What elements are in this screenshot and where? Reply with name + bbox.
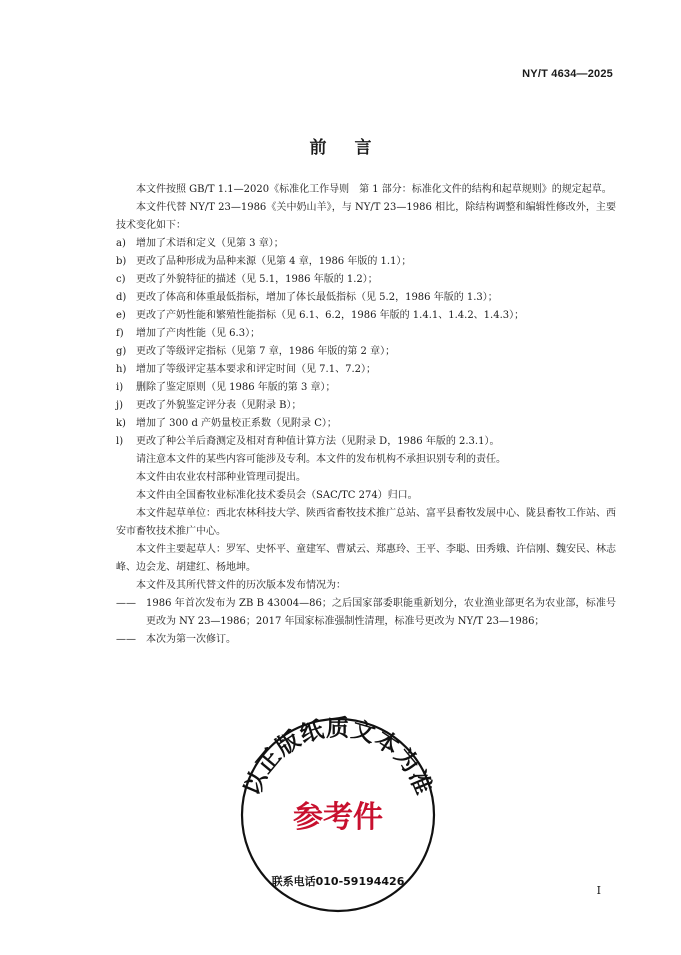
foreword-body [116, 181, 616, 649]
list-item [116, 307, 616, 325]
page-title: 前言 [309, 138, 400, 158]
list-item [116, 433, 616, 451]
list-item-mark: j) [116, 400, 124, 411]
changes-list [116, 235, 616, 451]
paragraph-committee: 本文件由全国畜牧业标准化技术委员会（SAC/TC 274）归口。 [136, 490, 418, 501]
list-item [116, 343, 616, 361]
stamp-ring-text [239, 716, 437, 800]
stamp-ring-path: 以正版纸质文本为准 [239, 715, 437, 800]
paragraph-drafting-rules: 本文件按照 GB/T 1.1—2020《标准化工作导则 第 1 部分：标准化文件的结构和起草规则》的规定起草。 [136, 184, 612, 195]
paragraph-replacement: 本文件代替 NY/T 23—1986《关中奶山羊》，与 NY/T 23—1986 相比，除结构调整和编辑性修改外，主要技术变化如下： [116, 202, 616, 231]
list-item [116, 253, 616, 271]
list-item-text: 增加了术语和定义（见第 3 章）； [136, 238, 284, 249]
history-item [116, 595, 616, 631]
list-item-text: 增加了 300 d 产奶量校正系数（见附录 C）； [136, 418, 337, 429]
list-item [116, 415, 616, 433]
list-item-text: 更改了外貌鉴定评分表（见附录 B）； [136, 400, 302, 411]
history-item [116, 631, 616, 649]
list-item-text: 增加了等级评定基本要求和评定时间（见 7.1、7.2）； [136, 364, 376, 375]
list-item-mark: b) [116, 256, 127, 267]
list-item-mark: k) [116, 418, 126, 429]
page-number: I [596, 884, 601, 897]
paragraph-drafting-units: 本文件起草单位：西北农林科技大学、陕西省畜牧技术推广总站、富平县畜牧发展中心、陇县畜牧工作站、西安市畜牧技术推广中心。 [116, 508, 616, 537]
list-item-mark: i) [116, 382, 124, 393]
stamp-center-text: 参考件 [293, 800, 383, 835]
list-item [116, 361, 616, 379]
list-item-mark: g) [116, 346, 127, 357]
list-item-mark: d) [116, 292, 127, 303]
list-item-text: 更改了外貌特征的描述（见 5.1，1986 年版的 1.2）； [136, 274, 378, 285]
list-item-mark: e) [116, 310, 126, 321]
history-item-mark: —— [116, 598, 136, 609]
list-item [116, 397, 616, 415]
paragraph-proposer: 本文件由农业农村部种业管理司提出。 [136, 472, 306, 483]
paragraph-drafters: 本文件主要起草人：罗军、史怀平、童建军、曹斌云、郑惠玲、王平、李聪、田秀娥、许信刚、魏安民、林志峰、边会龙、胡建红、杨地坤。 [116, 544, 616, 573]
history-item-text: 本次为第一次修订。 [146, 634, 236, 645]
history-list [116, 595, 616, 649]
list-item-text: 增加了产肉性能（见 6.3）； [136, 328, 261, 339]
paragraph-patent-notice: 请注意本文件的某些内容可能涉及专利。本文件的发布机构不承担识别专利的责任。 [136, 454, 506, 465]
list-item [116, 235, 616, 253]
list-item-text: 更改了等级评定指标（见第 7 章，1986 年版的第 2 章）； [136, 346, 396, 357]
list-item [116, 379, 616, 397]
paragraph-history-intro: 本文件及其所代替文件的历次版本发布情况为： [136, 580, 346, 591]
list-item-mark: f) [116, 328, 124, 339]
standard-number: NY/T 4634—2025 [522, 68, 613, 80]
list-item [116, 271, 616, 289]
list-item [116, 325, 616, 343]
list-item-text: 更改了种公羊后裔测定及相对育种值计算方法（见附录 D，1986 年版的 2.3.1）。 [136, 436, 500, 447]
list-item-mark: h) [116, 364, 127, 375]
history-item-mark: —— [116, 634, 136, 645]
list-item-text: 删除了鉴定原则（见 1986 年版的第 3 章）； [136, 382, 336, 393]
list-item [116, 289, 616, 307]
history-item-text: 1986 年首次发布为 ZB B 43004—86；之后国家部委职能重新划分，农业渔业部更名为农业部，标准号更改为 NY 23—1986；2017 年国家标准强制性清理，标准号更改为 NY/T 23—1986； [146, 598, 616, 627]
list-item-mark: l) [116, 436, 124, 447]
list-item-mark: a) [116, 238, 126, 249]
reference-copy-stamp [238, 715, 438, 915]
list-item-text: 更改了产奶性能和繁殖性能指标（见 6.1、6.2，1986 年版的 1.4.1、1.4.2、1.4.3）； [136, 310, 525, 321]
list-item-text: 更改了体高和体重最低指标，增加了体长最低指标（见 5.2，1986 年版的 1.3）； [136, 292, 498, 303]
list-item-mark: c) [116, 274, 126, 285]
list-item-text: 更改了品种形成为品种来源（见第 4 章，1986 年版的 1.1）； [136, 256, 412, 267]
stamp-phone-text: 联系电话010-59194426 [271, 875, 405, 888]
